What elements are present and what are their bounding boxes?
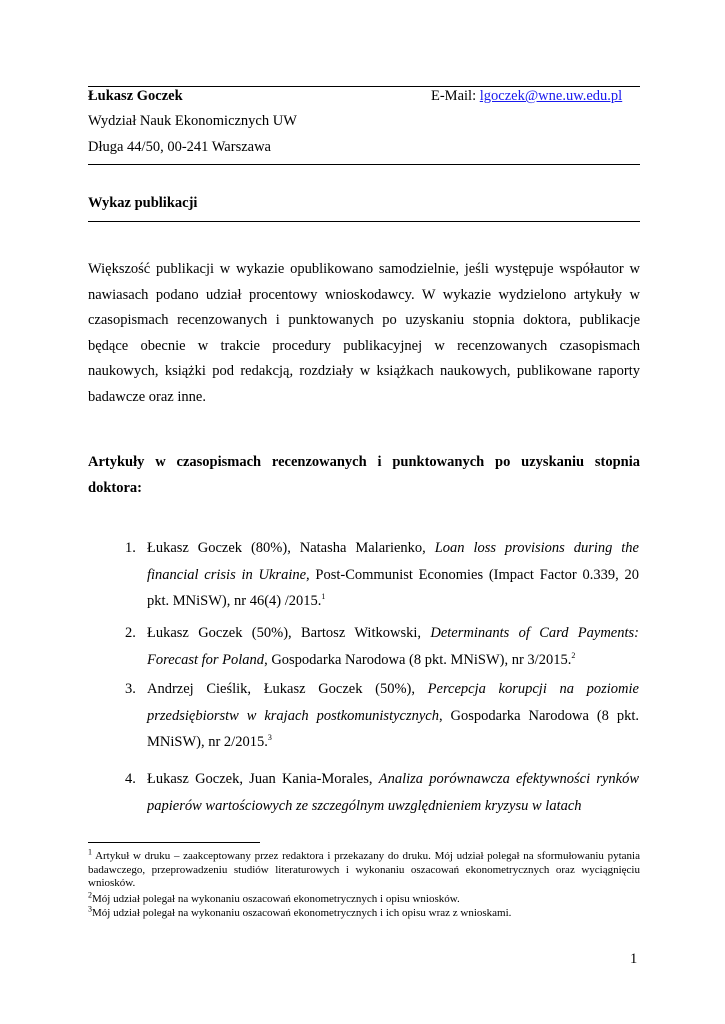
articles-heading: [88, 450, 640, 501]
item-number: 4.: [125, 771, 136, 787]
intro-line: Większość publikacji w wykazie opublikowano samodzielnie, jeśli występuje współautor w: [88, 261, 640, 277]
footnote-text: Mój udział polegał na wykonaniu oszacowań ekonometrycznych i opisu wniosków.: [92, 893, 460, 905]
intro-line: badawcze oraz inne.: [88, 388, 206, 405]
footnote-separator: [88, 842, 260, 843]
author-name: Łukasz Goczek: [88, 88, 183, 104]
item-details: , Gospodarka Narodowa (8 pkt. MNiSW), nr 3/2015.: [264, 651, 572, 668]
intro-line: czasopismach recenzowanych i punktowanych po uzyskaniu stopnia doktora, publikacje: [88, 312, 640, 328]
item-number: 2.: [125, 625, 136, 641]
footnote-ref: 1: [321, 592, 326, 602]
item-title: Analiza porównawcza efektywności rynków papierów wartościowych ze szczególnym uwzględnieniem kryzysu w latach: [147, 771, 639, 814]
articles-heading-line2: doktora:: [88, 479, 142, 496]
address: Długa 44/50, 00-241 Warszawa: [88, 139, 271, 155]
affiliation: Wydział Nauk Ekonomicznych UW: [88, 113, 297, 129]
footnote-ref: 2: [571, 650, 576, 660]
item-title: Loan loss provisions during the financial crisis in Ukraine,: [147, 540, 639, 583]
intro-line: nawiasach podano udział procentowy wnioskodawcy. W wykazie wydzielono artykuły w: [88, 286, 640, 303]
intro-line: będące obecnie w trakcie procedury publikacyjnej w recenzowanych czasopismach: [88, 337, 640, 354]
articles-heading-line1: Artykuły w czasopismach recenzowanych i punktowanych po uzyskaniu stopnia: [88, 454, 640, 470]
email-label: E-Mail:: [431, 88, 477, 104]
footnote: [88, 904, 640, 921]
publication-item: [147, 766, 639, 819]
top-rule: [88, 86, 640, 87]
header-rule: [88, 164, 640, 165]
email-link[interactable]: lgoczek@wne.uw.edu.pl: [479, 88, 623, 104]
page-number: 1: [630, 951, 638, 967]
item-authors: Łukasz Goczek (50%), Bartosz Witkowski,: [147, 625, 422, 641]
email-line: [431, 88, 622, 105]
item-number: 3.: [125, 681, 136, 697]
footnote: [88, 890, 640, 907]
footnote-ref: 3: [267, 733, 272, 743]
publication-item: [147, 676, 639, 756]
item-title: Percepcja korupcji na poziomie przedsiębiorstw w krajach postkomunistycznych: [147, 681, 639, 724]
item-details: Post-Communist Economies (Impact Factor 0.339, 20 pkt. MNiSW), nr 46(4) /2015.: [147, 566, 639, 609]
item-authors: Łukasz Goczek (80%), Natasha Malarienko,: [147, 540, 426, 556]
item-authors: Łukasz Goczek, Juan Kania-Morales,: [147, 771, 373, 787]
section-title: Wykaz publikacji: [88, 195, 198, 211]
footnote-mark: 2: [88, 890, 92, 900]
footnote-mark: 1: [88, 847, 92, 857]
item-number: 1.: [125, 540, 136, 556]
footnote-text: Mój udział polegał na wykonaniu oszacowań ekonometrycznych i ich opisu wraz z wnioskami.: [92, 907, 512, 919]
intro-paragraph: [88, 257, 640, 410]
item-details: , Gospodarka Narodowa (8 pkt. MNiSW), nr 2/2015.: [147, 707, 639, 750]
footnote-text: Artykuł w druku – zaakceptowany przez redaktora i przekazany do druku. Mój udział polegał na sformułowaniu pytania badawczego, przeprowadzeniu studiów literaturowych i wykonaniu oszacowań ekonometrycznych oraz wyciągnięciu wniosków.: [88, 850, 640, 889]
footnote-mark: 3: [88, 904, 92, 914]
publication-item: [147, 535, 639, 615]
item-title: Determinants of Card Payments: Forecast for Poland: [147, 625, 639, 668]
publication-item: [147, 620, 639, 673]
section-rule: [88, 221, 640, 222]
intro-line: naukowych, książki pod redakcją, rozdziały w książkach naukowych, publikowane raporty: [88, 363, 640, 379]
footnote: [88, 847, 640, 891]
item-authors: Andrzej Cieślik, Łukasz Goczek (50%),: [147, 681, 415, 697]
